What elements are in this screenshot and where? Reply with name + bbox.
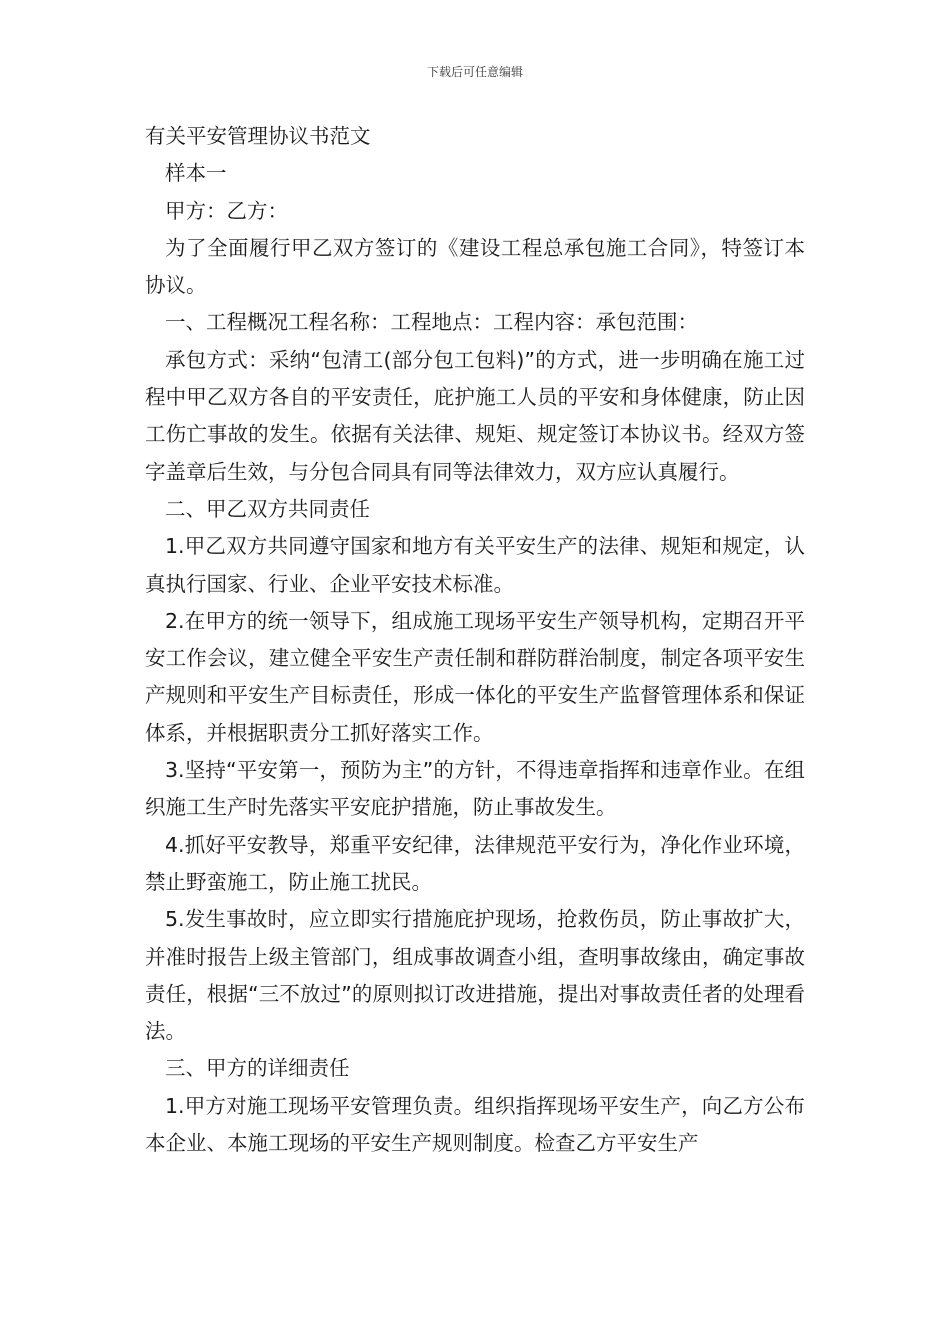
paragraph: 甲方：乙方： [165, 198, 288, 223]
section-heading: 三、甲方的详细责任 [165, 1056, 350, 1081]
list-item: 2.在甲方的统一领导下，组成施工现场平安生产领导机构，定期召开平安工作会议，建立健全平安生产责任制和群防群治制度，制定各项平安生产规则和平安生产目标责任，形成一体化的平安生产监督管理体系和保证体系，并根据职责分工抓好落实工作。 [145, 608, 805, 745]
list-item: 3.坚持“平安第一，预防为主”的方针，不得违章指挥和违章作业。在组织施工生产时先落实平安庇护措施，防止事故发生。 [145, 758, 805, 820]
document-body [145, 118, 805, 1162]
section-heading: 二、甲乙双方共同责任 [165, 496, 370, 521]
section-heading: 一、工程概况工程名称：工程地点：工程内容：承包范围： [165, 310, 698, 335]
paragraph: 承包方式：采纳“包清工(部分包工包料)”的方式，进一步明确在施工过程中甲乙双方各自的平安责任，庇护施工人员的平安和身体健康，防止因工伤亡事故的发生。依据有关法律、规矩、规定签订本协议书。经双方签字盖章后生效，与分包合同具有同等法律效力，双方应认真履行。 [145, 347, 805, 484]
list-item: 4.抓好平安教导，郑重平安纪律，法律规范平安行为，净化作业环境，禁止野蛮施工，防止施工扰民。 [145, 832, 805, 894]
page-header-note: 下载后可任意编辑 [426, 65, 523, 79]
list-item: 1.甲方对施工现场平安管理负责。组织指挥现场平安生产，向乙方公布本企业、本施工现场的平安生产规则制度。检查乙方平安生产 [145, 1093, 805, 1156]
list-item: 5.发生事故时，应立即实行措施庇护现场，抢救伤员，防止事故扩大，并准时报告上级主管部门，组成事故调查小组，查明事故缘由，确定事故责任，根据“三不放过”的原则拟订改进措施，提出对事故责任者的处理看法。 [145, 907, 805, 1044]
list-item: 1.甲乙双方共同遵守国家和地方有关平安生产的法律、规矩和规定，认真执行国家、行业、企业平安技术标准。 [145, 534, 805, 596]
paragraph: 为了全面履行甲乙双方签订的《建设工程总承包施工合同》，特签订本协议。 [145, 235, 805, 298]
document-title: 有关平安管理协议书范文 [145, 124, 371, 148]
paragraph: 样本一 [165, 161, 227, 186]
